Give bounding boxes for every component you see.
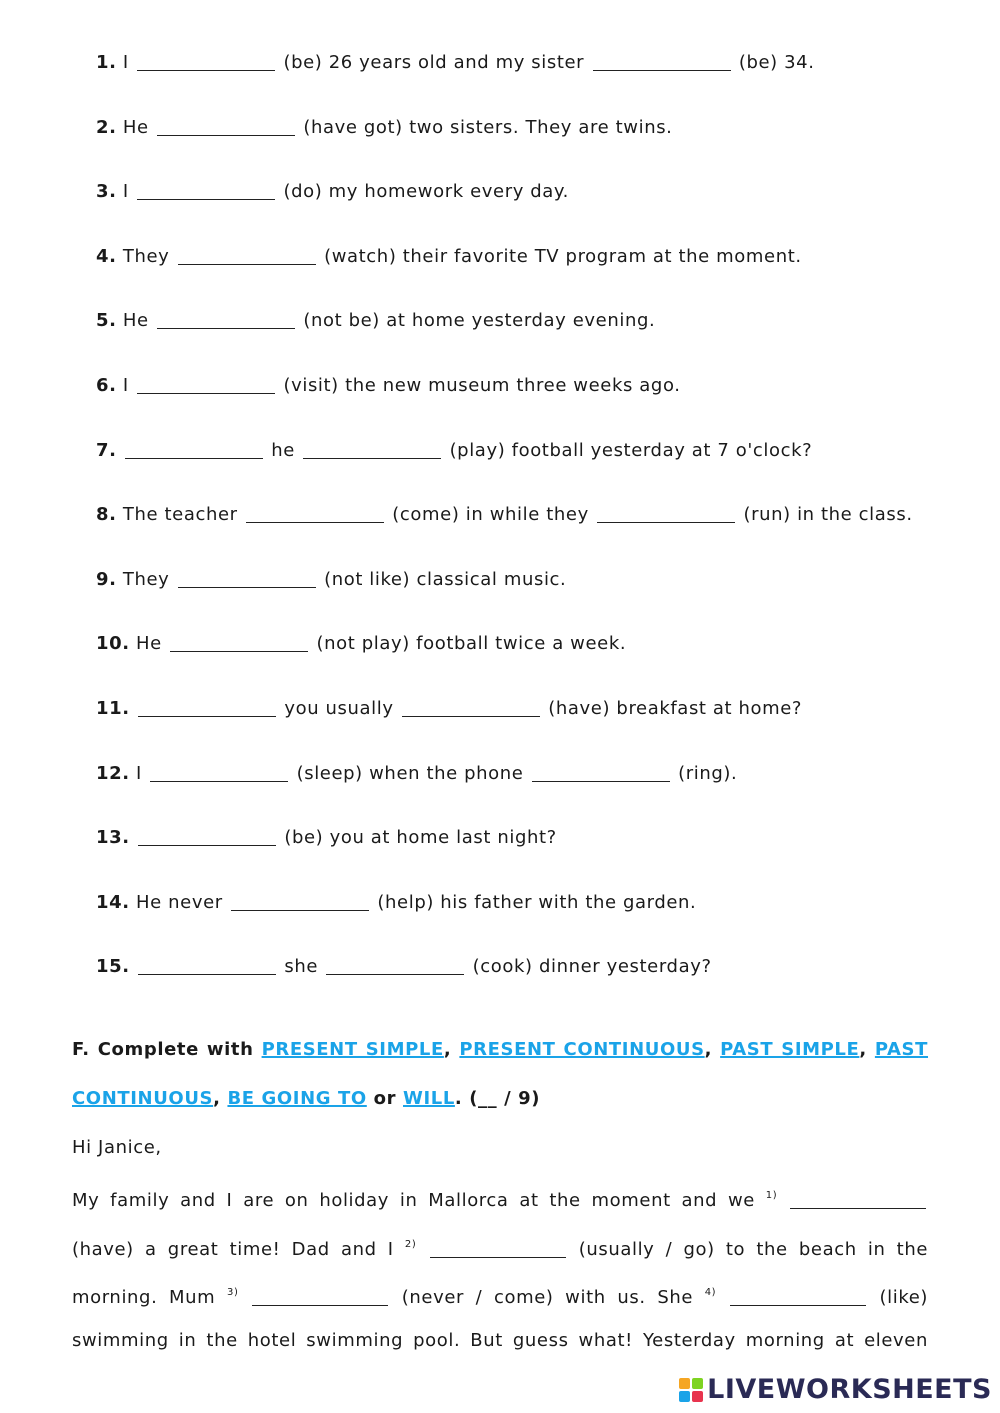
answer-blank[interactable]	[178, 246, 316, 265]
answer-blank[interactable]	[303, 440, 441, 459]
question-11	[96, 698, 802, 719]
question-text: The teacher	[122, 504, 238, 526]
gap-marker: 2)	[404, 1239, 417, 1250]
question-text: He	[122, 116, 149, 138]
question-text: (sleep) when the phone	[296, 762, 524, 784]
question-4	[96, 246, 802, 267]
question-7	[96, 440, 812, 461]
letter-line-2	[72, 1220, 928, 1274]
question-6	[96, 375, 681, 396]
question-text: (run) in the class.	[743, 504, 913, 526]
question-text: (watch) their favorite TV program at the moment.	[324, 245, 802, 267]
answer-blank[interactable]	[246, 504, 384, 523]
answer-blank[interactable]	[137, 181, 275, 200]
logo-square-icon	[692, 1391, 703, 1402]
answer-blank[interactable]	[430, 1239, 566, 1258]
question-number: 7.	[96, 439, 117, 461]
question-text: she	[284, 956, 319, 978]
answer-blank[interactable]	[137, 375, 275, 394]
question-number: 3.	[96, 181, 117, 203]
question-2	[96, 117, 673, 138]
answer-blank[interactable]	[593, 52, 731, 71]
question-text: you usually	[284, 698, 394, 719]
letter-text: morning. Mum	[72, 1287, 216, 1308]
answer-blank[interactable]	[402, 698, 540, 717]
question-number: 14.	[96, 891, 130, 913]
letter-text: (never / come) with us. She	[401, 1287, 694, 1308]
letter-text: (usually / go) to the beach in the	[578, 1239, 929, 1260]
comma: ,	[859, 1039, 867, 1060]
question-14	[96, 892, 696, 913]
question-text: (do) my homework every day.	[283, 181, 569, 203]
question-text: I	[122, 375, 129, 396]
question-number: 8.	[96, 504, 117, 526]
question-text: (ring).	[678, 762, 738, 784]
letter-text: My family and I are on holiday in Mallorca at the moment and we	[72, 1190, 755, 1211]
score-placeholder: . (__ / 9)	[454, 1088, 541, 1109]
question-10	[96, 633, 626, 654]
letter-text: (have)	[72, 1239, 134, 1260]
section-f-prefix: F. Complete with	[72, 1039, 254, 1060]
answer-blank[interactable]	[150, 763, 288, 782]
logo-mark-icon	[679, 1378, 703, 1402]
answer-blank[interactable]	[178, 569, 316, 588]
question-13	[96, 827, 557, 848]
question-text: I	[122, 52, 129, 73]
question-text: (be) you at home last night?	[284, 827, 557, 849]
question-text: (be) 34.	[738, 52, 815, 73]
question-text: (help) his father with the garden.	[377, 891, 697, 913]
question-number: 13.	[96, 827, 130, 849]
answer-blank[interactable]	[231, 892, 369, 911]
answer-blank[interactable]	[157, 117, 295, 136]
letter-greeting: Hi Janice,	[72, 1137, 162, 1158]
question-number: 15.	[96, 956, 130, 978]
comma: ,	[704, 1039, 713, 1060]
question-text: (not be) at home yesterday evening.	[303, 310, 656, 332]
question-text: (play) football yesterday at 7 o'clock?	[449, 439, 813, 461]
section-f-title	[72, 1025, 928, 1123]
question-9	[96, 569, 566, 590]
question-3	[96, 181, 569, 202]
keyword-link[interactable]: BE GOING TO	[227, 1088, 367, 1109]
question-text: (have got) two sisters. They are twins.	[303, 116, 673, 138]
question-text: (have) breakfast at home?	[548, 698, 803, 719]
answer-blank[interactable]	[157, 310, 295, 329]
question-text: He	[122, 310, 149, 332]
question-text: (visit) the new museum three weeks ago.	[283, 375, 681, 396]
keyword-link[interactable]: PRESENT CONTINUOUS	[459, 1039, 705, 1060]
question-text: (come) in while they	[392, 504, 589, 526]
answer-blank[interactable]	[138, 956, 276, 975]
question-number: 6.	[96, 375, 117, 396]
answer-blank[interactable]	[597, 504, 735, 523]
letter-line-4	[72, 1316, 928, 1365]
answer-blank[interactable]	[138, 698, 276, 717]
gap-marker: 1)	[765, 1190, 778, 1201]
answer-blank[interactable]	[138, 827, 276, 846]
question-number: 1.	[96, 52, 117, 73]
comma: ,	[443, 1039, 452, 1060]
question-1	[96, 52, 815, 73]
answer-blank[interactable]	[252, 1287, 388, 1306]
question-text: (not play) football twice a week.	[316, 633, 627, 655]
question-5	[96, 310, 655, 331]
gap-marker: 4)	[704, 1287, 717, 1298]
logo-text: LIVEWORKSHEETS	[707, 1374, 992, 1405]
question-text: (cook) dinner yesterday?	[472, 956, 712, 978]
answer-blank[interactable]	[532, 763, 670, 782]
question-text: They	[122, 568, 170, 590]
question-text: (be) 26 years old and my sister	[283, 52, 585, 73]
answer-blank[interactable]	[170, 633, 308, 652]
question-8	[96, 504, 913, 525]
letter-text: swimming in the hotel swimming pool. But guess what! Yesterday morning at eleven	[72, 1330, 928, 1351]
letter-line-3	[72, 1268, 928, 1322]
question-text: he	[271, 439, 295, 461]
keyword-link[interactable]: WILL	[403, 1088, 455, 1109]
or-word: or	[373, 1088, 397, 1109]
question-15	[96, 956, 712, 977]
question-12	[96, 763, 737, 784]
keyword-link[interactable]: PAST SIMPLE	[720, 1039, 860, 1060]
question-number: 5.	[96, 310, 117, 332]
answer-blank[interactable]	[125, 440, 263, 459]
letter-text: a great time! Dad and I	[145, 1239, 394, 1260]
question-text: He	[136, 633, 162, 655]
letter-line-1	[72, 1171, 928, 1225]
keyword-link[interactable]: PRESENT SIMPLE	[261, 1039, 444, 1060]
logo-square-icon	[679, 1391, 690, 1402]
answer-blank[interactable]	[137, 52, 275, 71]
liveworksheets-logo	[679, 1374, 992, 1405]
logo-square-icon	[692, 1378, 703, 1389]
question-number: 4.	[96, 245, 117, 267]
question-number: 10.	[96, 633, 130, 655]
keyword-link[interactable]: PAST CONTINUOUS	[72, 1039, 929, 1109]
letter-text: (like)	[879, 1287, 929, 1308]
question-number: 11.	[96, 698, 130, 719]
answer-blank[interactable]	[790, 1190, 926, 1209]
question-text: He never	[136, 891, 223, 913]
question-text: I	[122, 181, 129, 203]
question-number: 9.	[96, 568, 117, 590]
question-number: 2.	[96, 116, 117, 138]
gap-marker: 3)	[226, 1287, 239, 1298]
question-text: (not like) classical music.	[324, 568, 567, 590]
question-text: They	[122, 245, 170, 267]
question-text: I	[136, 762, 142, 784]
answer-blank[interactable]	[326, 956, 464, 975]
answer-blank[interactable]	[730, 1287, 866, 1306]
logo-square-icon	[679, 1378, 690, 1389]
comma: ,	[213, 1088, 221, 1109]
question-number: 12.	[96, 762, 130, 784]
